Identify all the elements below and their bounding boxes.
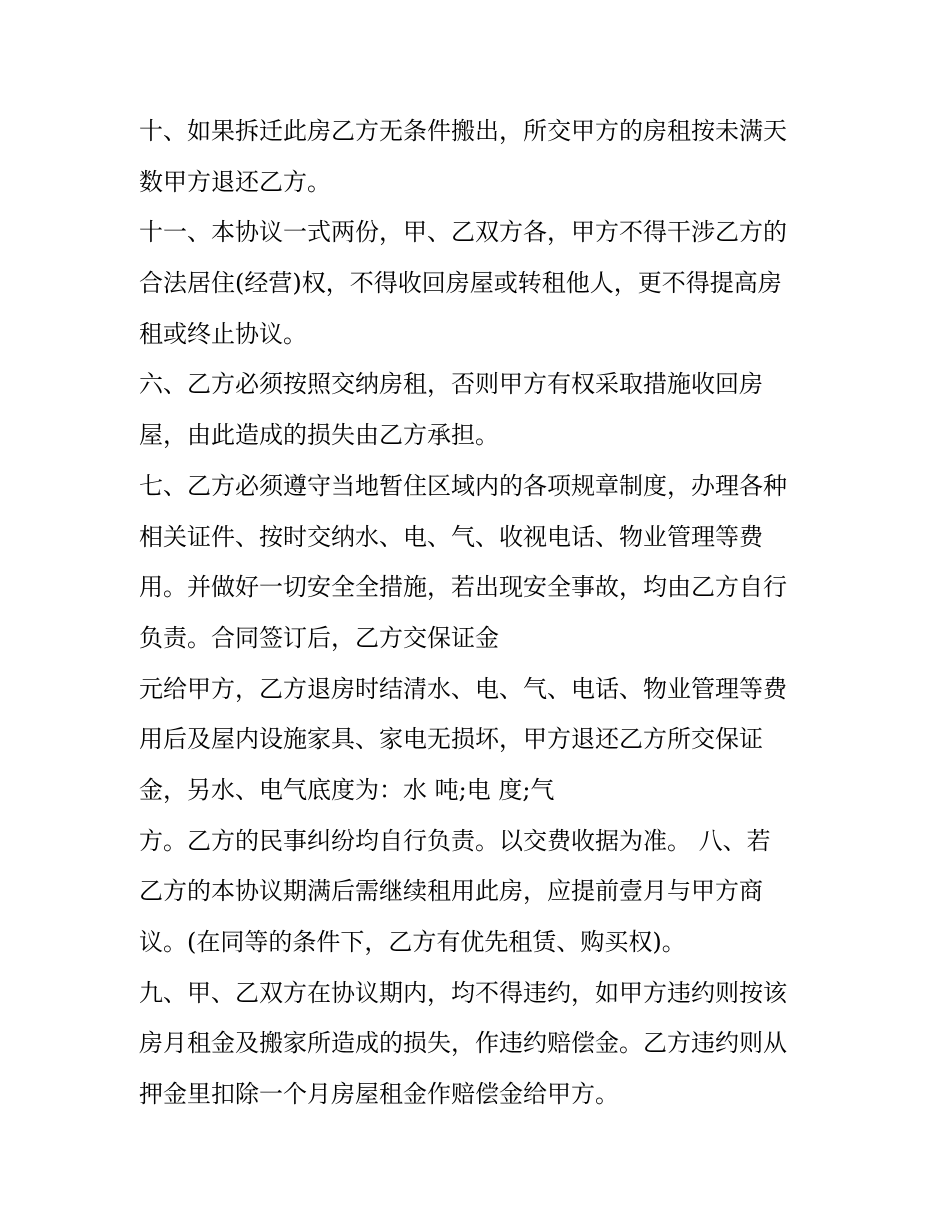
text-line: 租或终止协议。 — [139, 319, 307, 348]
text-line: 押金里扣除一个月房屋租金作赔偿金给甲方。 — [139, 1080, 619, 1109]
contract-text — [139, 106, 829, 1120]
text-line: 用后及屋内设施家具、家电无损坏，甲方退还乙方所交保证 — [139, 725, 763, 754]
text-line: 方。乙方的民事纠纷均自行负责。以交费收据为准。 八、若 — [139, 826, 771, 855]
text-line: 相关证件、按时交纳水、电、气、收视电话、物业管理等费 — [139, 522, 763, 551]
text-line: 房月租金及搬家所造成的损失，作违约赔偿金。乙方违约则从 — [139, 1029, 787, 1058]
text-line: 元给甲方，乙方退房时结清水、电、气、电话、物业管理等费 — [139, 674, 787, 703]
text-line: 合法居住(经营)权，不得收回房屋或转租他人，更不得提高房 — [139, 269, 782, 298]
text-line: 乙方的本协议期满后需继续租用此房，应提前壹月与甲方商 — [139, 877, 763, 906]
text-line: 七、乙方必须遵守当地暂住区域内的各项规章制度，办理各种 — [139, 471, 787, 500]
text-line: 数甲方退还乙方。 — [139, 167, 331, 196]
text-line: 屋，由此造成的损失由乙方承担。 — [139, 421, 499, 450]
text-line: 负责。合同签订后，乙方交保证金 — [139, 623, 499, 652]
text-line: 议。(在同等的条件下，乙方有优先租赁、购买权)。 — [139, 928, 686, 956]
text-line: 金，另水、电气底度为：水 吨;电 度;气 — [139, 775, 555, 804]
text-line: 十一、本协议一式两份，甲、乙双方各，甲方不得干涉乙方的 — [139, 218, 787, 247]
text-line: 用。并做好一切安全全措施，若出现安全事故，均由乙方自行 — [139, 573, 787, 602]
text-line: 九、甲、乙双方在协议期内，均不得违约，如甲方违约则按该 — [139, 978, 787, 1007]
text-line: 六、乙方必须按照交纳房租，否则甲方有权采取措施收回房 — [139, 370, 763, 399]
text-line: 十、如果拆迁此房乙方无条件搬出，所交甲方的房租按未满天 — [139, 117, 787, 145]
